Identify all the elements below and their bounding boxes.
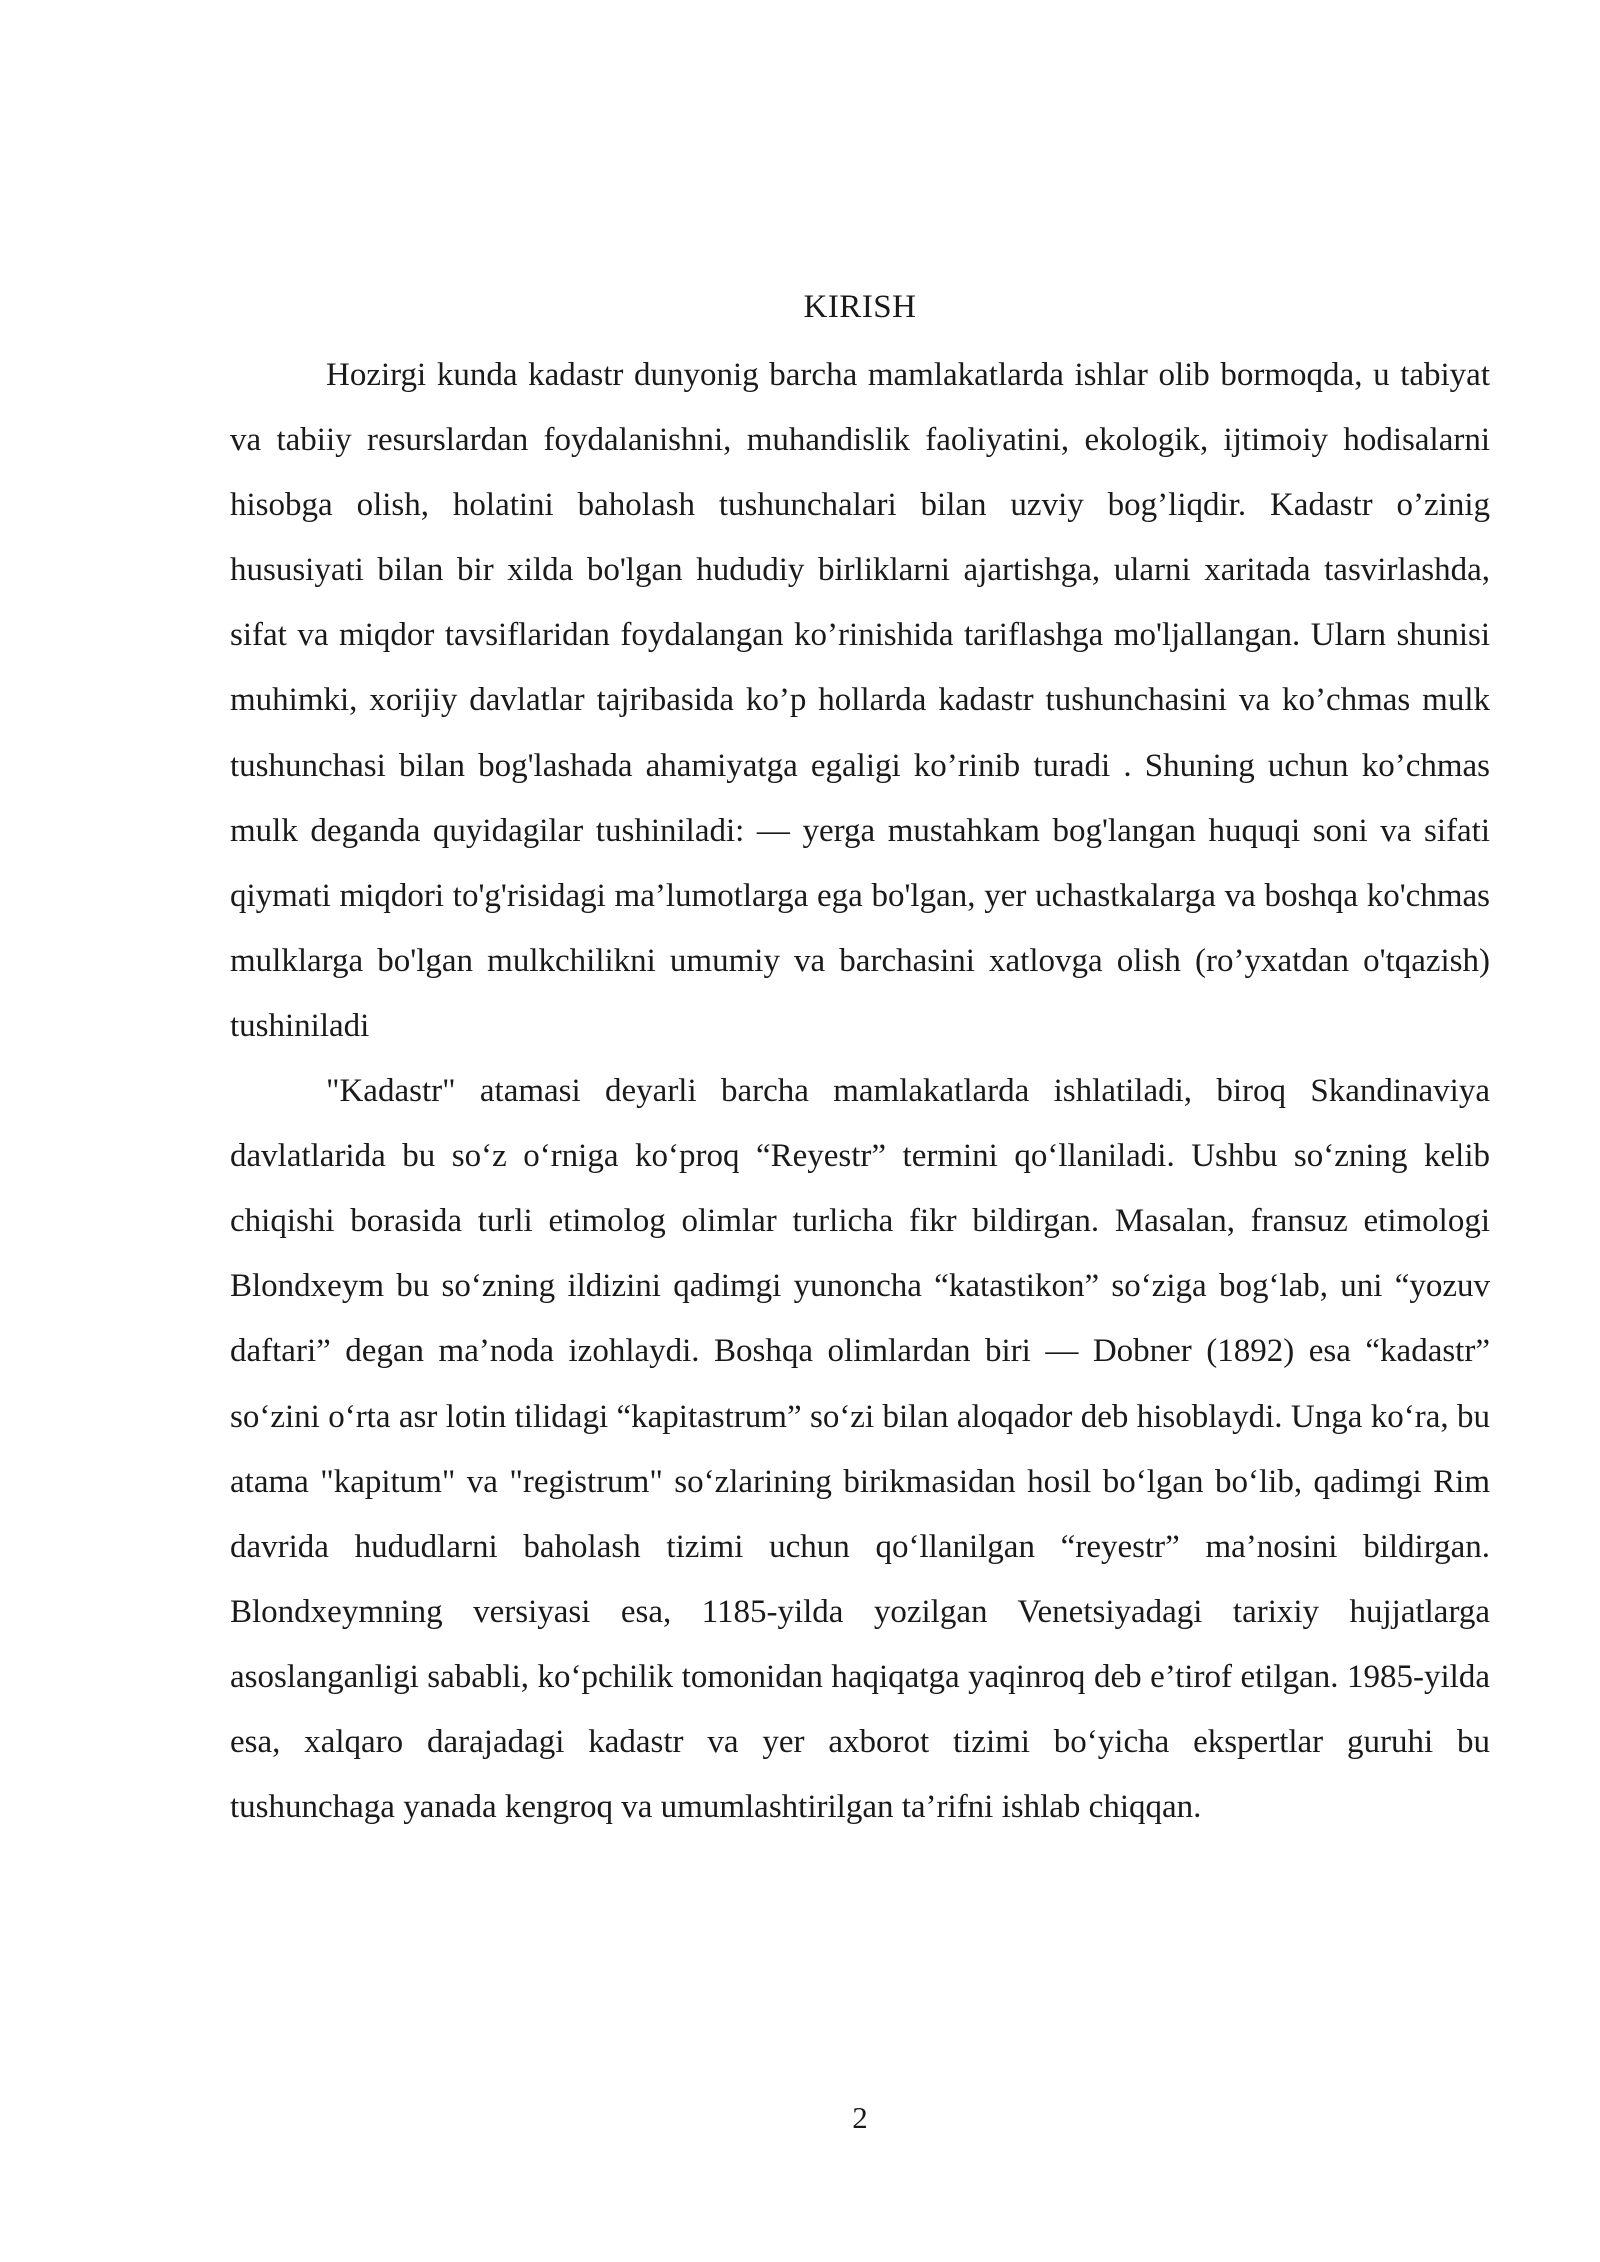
paragraph-introduction: Hozirgi kunda kadastr dunyonig barcha mamlakatlarda ishlar olib bormoqda, u tabiyat va tabiiy resurslardan foydalanishni, muhandislik faoliyatini, ekologik, ijtimoiy hodisalarni hisobga olish, holatini baholash tushunchalari bilan uzviy bog’liqdir. Kadastr o’zinig hususiyati bilan bir xilda bo'lgan hududiy birliklarni ajartishga, ularni xaritada tasvirlashda, sifat va miqdor tavsiflaridan foydalangan ko’rinishida tariflashga mo'ljallangan. Ularn shunisi muhimki, xorijiy davlatlar tajribasida ko’p hollarda kadastr tushunchasini va ko’chmas mulk tushunchasi bilan bog'lashada ahamiyatga egaligi ko’rinib turadi . Shuning uchun ko’chmas mulk deganda quyidagilar tushiniladi: — yerga mustahkam bog'langan huquqi soni va sifati qiymati miqdori to'g'risidagi ma’lumotlarga ega bo'lgan, yer uchastkalarga va boshqa ko'chmas mulklarga bo'lgan mulkchilikni umumiy va barchasini xatlovga olish (ro’yxatdan o'tqazish) tushiniladi <box>230 357 1490 1044</box>
body-text <box>230 343 1490 1840</box>
section-heading: KIRISH <box>803 289 917 325</box>
page-number: 2 <box>852 2100 868 2135</box>
paragraph-etymology: "Kadastr" atamasi deyarli barcha mamlakatlarda ishlatiladi, biroq Skandinaviya davlatlarida bu so‘z o‘rniga ko‘proq “Reyestr” termini qo‘llaniladi. Ushbu so‘zning kelib chiqishi borasida turli etimolog olimlar turlicha fikr bildirgan. Masalan, fransuz etimologi Blondxeym bu so‘zning ildizini qadimgi yunoncha “katastikon” so‘ziga bog‘lab, uni “yozuv daftari” degan ma’noda izohlaydi. Boshqa olimlardan biri — Dobner (1892) esa “kadastr” so‘zini o‘rta asr lotin tilidagi “kapitastrum” so‘zi bilan aloqador deb hisoblaydi. Unga ko‘ra, bu atama "kapitum" va "registrum" so‘zlarining birikmasidan hosil bo‘lgan bo‘lib, qadimgi Rim davrida hududlarni baholash tizimi uchun qo‘llanilgan “reyestr” ma’nosini bildirgan. Blondxeymning versiyasi esa, 1185-yilda yozilgan Venetsiyadagi tarixiy hujjatlarga asoslanganligi sababli, ko‘pchilik tomonidan haqiqatga yaqinroq deb e’tirof etilgan. 1985-yilda esa, xalqaro darajadagi kadastr va yer axborot tizimi bo‘yicha ekspertlar guruhi bu tushunchaga yanada kengroq va umumlashtirilgan ta’rifni ishlab chiqqan. <box>230 1073 1490 1826</box>
